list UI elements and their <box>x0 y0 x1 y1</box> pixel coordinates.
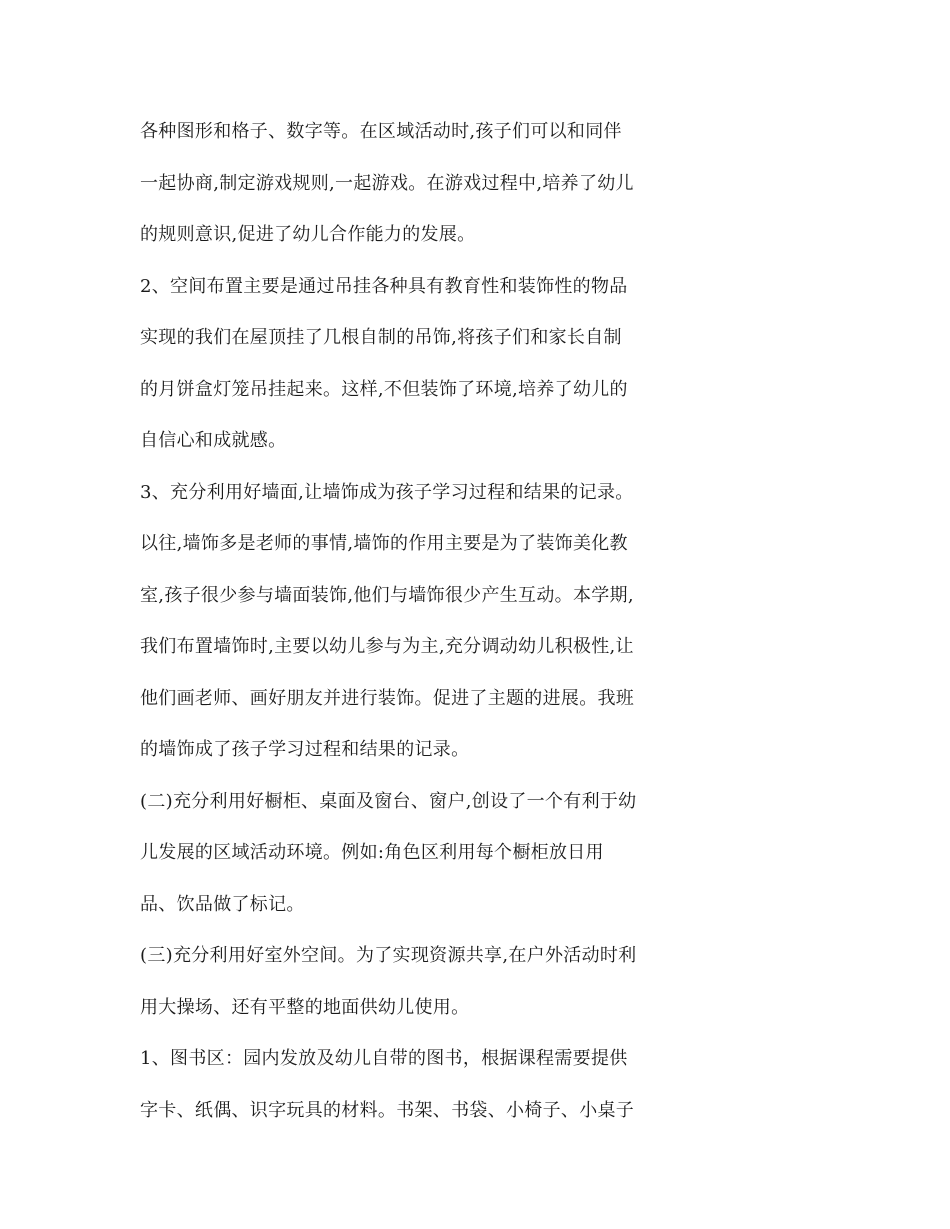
text-line: 3、充分利用好墙面,让墙饰成为孩子学习过程和结果的记录。 <box>140 481 634 503</box>
text-line: 1、图书区：园内发放及幼儿自带的图书，根据课程需要提供 <box>140 1048 628 1069</box>
text-line: 我们布置墙饰时,主要以幼儿参与为主,充分调动幼儿积极性,让 <box>140 636 634 657</box>
text-line: 的规则意识,促进了幼儿合作能力的发展。 <box>140 224 476 245</box>
text-line: 他们画老师、画好朋友并进行装饰。促进了主题的进展。我班 <box>140 687 635 709</box>
text-line: 室,孩子很少参与墙面装饰,他们与墙饰很少产生互动。本学期, <box>140 584 634 606</box>
text-line: 2、空间布置主要是通过吊挂各种具有教育性和装饰性的物品 <box>140 275 628 297</box>
text-line: 字卡、纸偶、识字玩具的材料。书架、书袋、小椅子、小桌子 <box>140 1099 635 1121</box>
text-line: (二)充分利用好橱柜、桌面及窗台、窗户,创设了一个有利于幼 <box>140 790 637 812</box>
text-line: 用大操场、还有平整的地面供幼儿使用。 <box>140 996 470 1018</box>
text-line: 实现的我们在屋顶挂了几根自制的吊饰,将孩子们和家长自制 <box>140 327 622 348</box>
text-line: 的墙饰成了孩子学习过程和结果的记录。 <box>140 739 470 760</box>
text-line: 一起协商,制定游戏规则,一起游戏。在游戏过程中,培养了幼儿 <box>140 172 634 194</box>
text-line: 的月饼盒灯笼吊挂起来。这样,不但装饰了环境,培养了幼儿的 <box>140 378 628 400</box>
text-line: 自信心和成就感。 <box>140 430 287 451</box>
text-line: 儿发展的区域活动环境。例如:角色区利用每个橱柜放日用 <box>140 842 604 863</box>
text-line: 以往,墙饰多是老师的事情,墙饰的作用主要是为了装饰美化教 <box>140 533 628 554</box>
text-line: 品、饮品做了标记。 <box>140 893 305 915</box>
text-line: 各种图形和格子、数字等。在区域活动时,孩子们可以和同伴 <box>140 121 622 142</box>
body-text <box>140 106 840 1136</box>
text-line: (三)充分利用好室外空间。为了实现资源共享,在户外活动时利 <box>140 945 637 966</box>
